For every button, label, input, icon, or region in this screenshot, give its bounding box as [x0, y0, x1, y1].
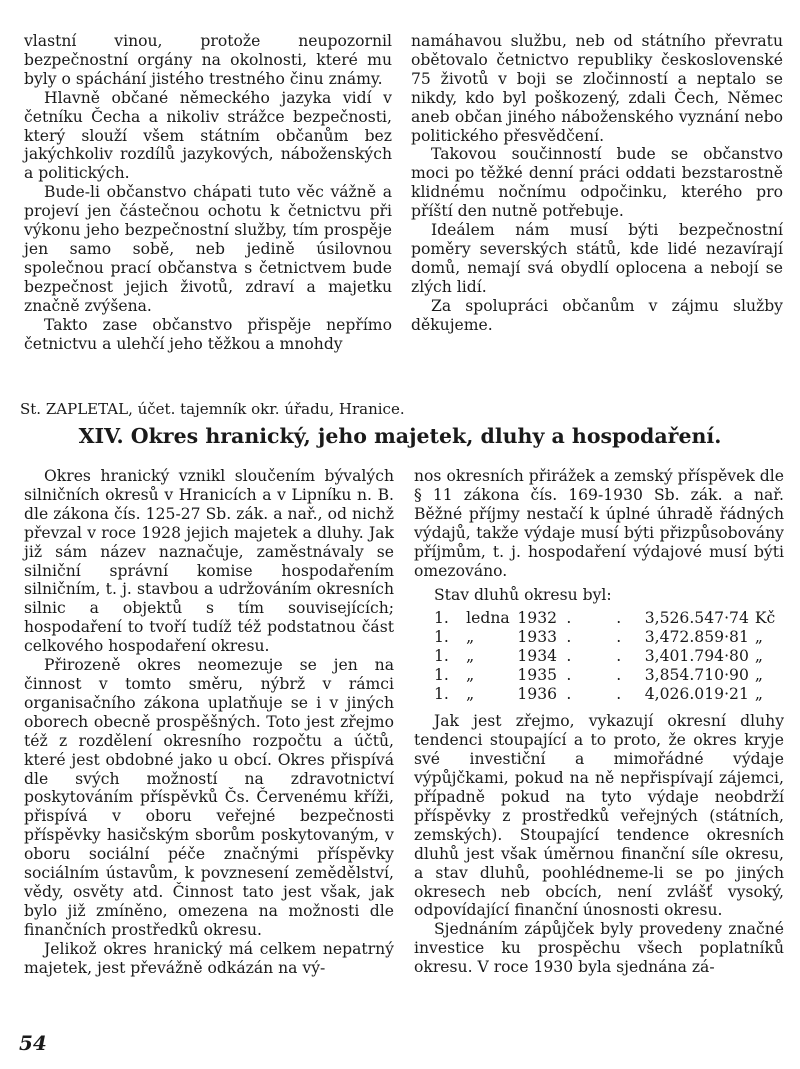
paragraph: Okres hranický vznikl sloučením bývalých silničních okresů v Hranicích a v Lipníku n. B. dle zákona čís. 125-27 Sb. zák. a nař., od nichž převzal v roce 1928 jejich majetek a dluhy. Jak již sám název naznačuje, zaměstnávaly se silniční správní komise hospodařením silničním, t. j. stavbou a udržováním okresních silnic a objektů s tím souvisejících; hospodaření to tvoří tudíž též podstatnou část celkového hospodaření okresu. — [24, 467, 394, 656]
debt-day-cell: 1. — [434, 685, 449, 704]
debt-month-cell: „ — [466, 647, 475, 666]
table-row — [434, 666, 784, 685]
debt-year-cell: 1933 — [517, 628, 558, 647]
paragraph: nos okresních přirážek a zemský příspěvek dle § 11 zákona čís. 169-1930 Sb. zák. a nař. Běžné příjmy nestačí k úplné úhradě řádných výdajů, takže výdaje musí býti přizpůsobovány příjmům, t. j. hospodaření výdajové musí býti omezováno. — [414, 467, 784, 580]
bottom-right-column — [414, 467, 784, 977]
debt-dots-cell: . . — [566, 628, 642, 647]
table-row — [434, 628, 784, 647]
debt-amount-cell: 4,026.019·21 — [644, 685, 749, 704]
section-heading: XIV. Okres hranický, jeho majetek, dluhy a hospodaření. — [78, 424, 722, 448]
debt-dots-cell: . . — [566, 609, 642, 628]
debt-unit-cell: „ — [754, 647, 763, 666]
paragraph: Sjednáním zápůjček byly provedeny značné investice ku prospěchu všech poplatníků okresu. V roce 1930 byla sjednána zá- — [414, 920, 784, 977]
paragraph: Jak jest zřejmo, vykazují okresní dluhy tendenci stoupající a to proto, že okres kryje své investiční a mimořádné výdaje výpůjčkami, pokud na ně nepřispívají zájemci, případně pokud na tyto výdaje neobdrží příspěvky z prostředků veřejných (státních, zemských). Stoupající tendence okresních dluhů jest však úměrnou finanční síle okresu, a stav dluhů, poohlédneme-li se po jiných okresech neb obcích, není zvlášť vysoký, odpovídající finanční únosnosti okresu. — [414, 712, 784, 920]
debt-unit-cell: „ — [754, 685, 763, 704]
author-byline: St. ZAPLETAL, účet. tajemník okr. úřadu, Hranice. — [20, 400, 405, 418]
paragraph: Jelikož okres hranický má celkem nepatrný majetek, jest převážně odkázán na vý- — [24, 939, 394, 977]
debt-day-cell: 1. — [434, 666, 449, 685]
debt-day-cell: 1. — [434, 647, 449, 666]
paragraph: Takto zase občanstvo přispěje nepřímo četnictvu a ulehčí jeho těžkou a mnohdy — [24, 315, 392, 353]
table-row — [434, 647, 784, 666]
debt-year-cell: 1935 — [517, 666, 558, 685]
debt-unit-cell: „ — [754, 666, 763, 685]
page-number: 54 — [19, 1031, 47, 1055]
bottom-right-intro — [414, 467, 784, 580]
debt-day-cell: 1. — [434, 609, 449, 628]
bottom-right-text — [414, 712, 784, 977]
top-right-column — [411, 32, 783, 335]
debt-amount-cell: 3,854.710·90 — [644, 666, 749, 685]
debt-amount-cell: 3,401.794·80 — [644, 647, 749, 666]
debt-unit-cell: „ — [754, 628, 763, 647]
debt-year-cell: 1934 — [517, 647, 558, 666]
debt-month-cell: „ — [466, 628, 475, 647]
debt-table-caption: Stav dluhů okresu byl: — [434, 586, 612, 605]
debt-table — [434, 609, 784, 704]
debt-month-cell: „ — [466, 666, 475, 685]
debt-dots-cell: . . — [566, 647, 642, 666]
paragraph: Hlavně občané německého jazyka vidí v četníku Čecha a nikoliv strážce bezpečnosti, který slouží všem státním občanům bez jakýchkoliv rozdílů jazykových, náboženských a politických. — [24, 88, 392, 183]
paragraph: Takovou součinností bude se občanstvo moci po těžké denní práci oddati bezstarostně klidnému nočnímu odpočinku, kterého pro příští den nutně potřebuje. — [411, 145, 783, 221]
paragraph: vlastní vinou, protože neupozornil bezpečnostní orgány na okolnosti, které mu byly o spáchání jistého trestného činu známy. — [24, 32, 392, 88]
debt-year-cell: 1936 — [517, 685, 558, 704]
paragraph: Bude-li občanstvo chápati tuto věc vážně a projeví jen částečnou ochotu k četnictvu při výkonu jeho bezpečnostní služby, tím prospěje jen samo sobě, neb jedině úsilovnou společnou prací občanstva s četnictvem bude bezpečnost jejich životů, zdraví a majetku značně zvýšena. — [24, 183, 392, 315]
debt-month-cell: „ — [466, 685, 475, 704]
paragraph: namáhavou službu, neb od státního převratu obětovalo četnictvo republiky československé 75 životů v boji se zločinností a neptalo se nikdy, kdo byl poškozený, zdali Čech, Němec aneb občan jiného náboženského vyznání nebo politického přesvědčení. — [411, 32, 783, 145]
debt-dots-cell: . . — [566, 666, 642, 685]
debt-amount-cell: 3,526.547·74 — [644, 609, 749, 628]
debt-dots-cell: . . — [566, 685, 642, 704]
top-left-column — [24, 32, 392, 353]
debt-year-cell: 1932 — [517, 609, 558, 628]
debt-unit-cell: Kč — [754, 609, 776, 628]
paragraph: Ideálem nám musí býti bezpečnostní poměry severských států, kde lidé nezavírají domů, nemají svá obydlí oplocena a nebojí se zlých lidí. — [411, 221, 783, 296]
debt-month-cell: ledna — [466, 609, 510, 628]
table-row — [434, 685, 784, 704]
debt-amount-cell: 3,472.859·81 — [644, 628, 749, 647]
paragraph: Přirozeně okres neomezuje se jen na činnost v tomto směru, nýbrž v rámci organisačního zákona uplatňuje se i v jiných oborech obecně prospěšných. Toto jest zřejmo též z rozdělení okresního rozpočtu a účtů, které jest obdobné jako u obcí. Okres přispívá dle svých možností na zdravotnictví poskytováním příspěvků Čs. Červenému kříži, přispívá v oboru veřejné bezpečnosti příspěvky hasičským sborům poskytovaným, v oboru sociální péče značnými příspěvky sociálním ústavům, k povznesení zemědělství, vědy, osvěty atd. Činnost tato jest však, jak bylo již zmíněno, omezena na možnosti dle finančních prostředků okresu. — [24, 656, 394, 939]
paragraph: Za spolupráci občanům v zájmu služby děkujeme. — [411, 296, 783, 334]
debt-day-cell: 1. — [434, 628, 449, 647]
bottom-left-column — [24, 467, 394, 977]
table-row — [434, 609, 784, 628]
